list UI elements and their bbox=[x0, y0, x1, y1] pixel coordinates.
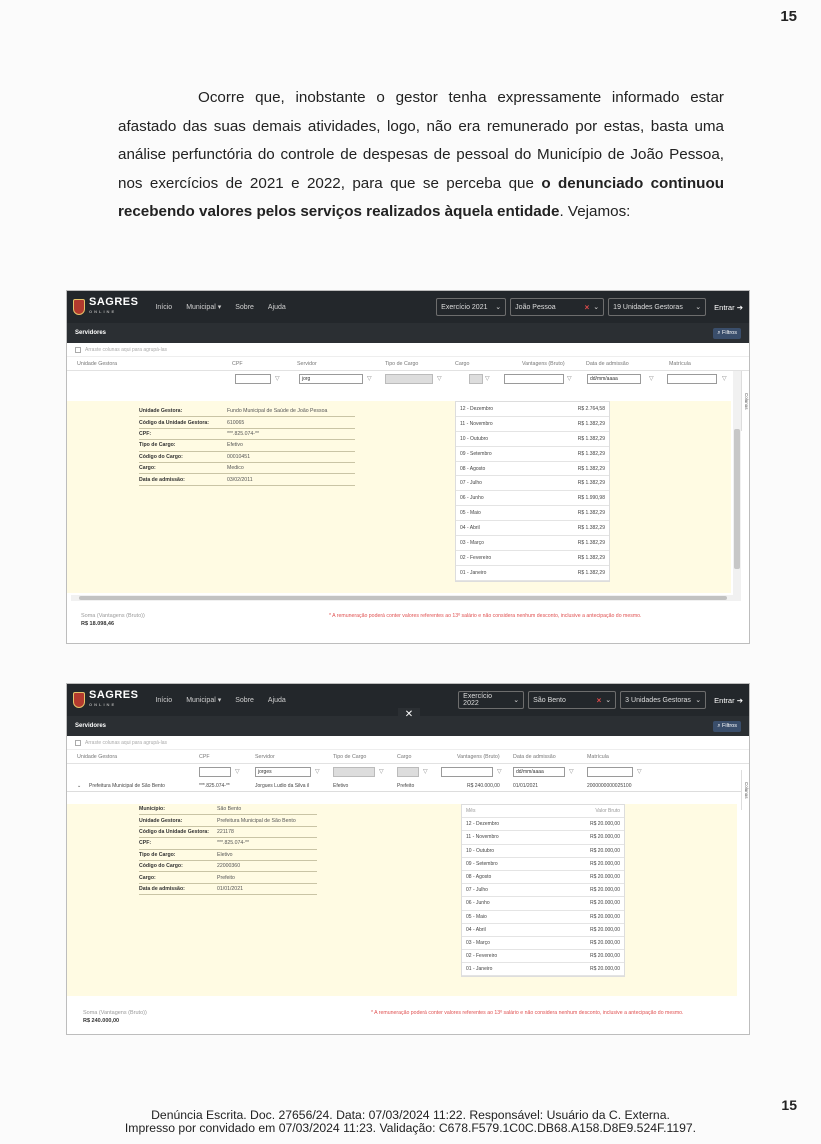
detail-key: Unidade Gestora: bbox=[139, 408, 183, 415]
month-row bbox=[456, 521, 609, 536]
month-row bbox=[462, 831, 624, 844]
row-cargo: Prefeito bbox=[397, 783, 415, 789]
filter-row bbox=[67, 371, 749, 387]
top-navbar bbox=[67, 291, 749, 323]
month-label: 04 - Abril bbox=[466, 926, 486, 933]
cpf-filter-input[interactable] bbox=[235, 374, 271, 384]
detail-value: ***.825.074-** bbox=[217, 840, 250, 847]
month-row bbox=[456, 462, 609, 477]
month-label: 06 - Junho bbox=[466, 900, 490, 907]
colunas-tab[interactable]: Colunas bbox=[741, 770, 749, 810]
vertical-scrollbar[interactable] bbox=[733, 371, 741, 601]
detail-row bbox=[139, 452, 355, 463]
detail-key: Data de admissão: bbox=[139, 885, 185, 892]
footer-line-1: Denúncia Escrita. Doc. 27656/24. Data: 07/03/2024 11:22. Responsável: Usuário da C. Externa. bbox=[151, 1108, 670, 1122]
filtros-button[interactable]: ⌕ Filtros bbox=[713, 721, 741, 732]
logo-subtext: ONLINE bbox=[89, 702, 117, 707]
detail-value: Prefeitura Municipal de São Bento bbox=[217, 817, 296, 824]
month-value: R$ 1.382,29 bbox=[577, 525, 605, 532]
filter-icon[interactable]: ▽ bbox=[649, 376, 654, 382]
col-vantagens[interactable]: Vantagens (Bruto) bbox=[522, 361, 565, 367]
nav-ajuda[interactable]: Ajuda bbox=[267, 696, 286, 704]
month-label: 11 - Novembro bbox=[460, 420, 493, 427]
month-label: 01 - Janeiro bbox=[466, 966, 493, 973]
month-value: R$ 20.000,00 bbox=[589, 874, 620, 881]
group-hint: Arraste colunas aqui para agrupá-las bbox=[85, 739, 167, 746]
detail-key: Cargo: bbox=[139, 874, 156, 881]
col-cargo[interactable]: Cargo bbox=[455, 361, 470, 367]
detail-key: CPF: bbox=[139, 840, 152, 847]
detail-row bbox=[139, 827, 317, 838]
filtros-label: Filtros bbox=[722, 329, 737, 336]
detail-row bbox=[139, 440, 355, 451]
tipo-cargo-filter[interactable] bbox=[333, 767, 375, 777]
municipio-value: João Pessoa bbox=[515, 303, 556, 311]
login-icon: ➔ bbox=[736, 695, 743, 705]
detail-row bbox=[139, 861, 317, 872]
detail-row bbox=[139, 872, 317, 883]
month-value: R$ 1.382,29 bbox=[577, 480, 605, 487]
paragraph-bold-text: o denunciado continuou recebendo valores pelos serviços realizados àquela entidade bbox=[118, 174, 725, 220]
col-unidade-gestora[interactable]: Unidade Gestora bbox=[77, 361, 118, 367]
filter-icon[interactable]: ▽ bbox=[722, 376, 727, 382]
logo-text: SAGRES bbox=[89, 296, 139, 308]
detail-panel bbox=[67, 401, 731, 593]
col-matricula[interactable]: Matrícula bbox=[587, 754, 609, 760]
detail-key: CPF: bbox=[139, 430, 152, 437]
group-panel[interactable] bbox=[67, 343, 749, 357]
month-label: 05 - Maio bbox=[466, 913, 487, 920]
cpf-filter-input[interactable] bbox=[199, 767, 231, 777]
expand-icon[interactable]: ⌄ bbox=[77, 783, 82, 789]
col-vantagens[interactable]: Vantagens (Bruto) bbox=[457, 754, 500, 760]
entrar-label: Entrar bbox=[714, 302, 735, 312]
col-matricula[interactable]: Matrícula bbox=[669, 361, 691, 367]
filter-icon[interactable]: ▽ bbox=[567, 376, 572, 382]
month-row bbox=[456, 506, 609, 521]
detail-row bbox=[139, 474, 355, 485]
detail-row bbox=[139, 429, 355, 440]
municipio-value: São Bento bbox=[533, 696, 566, 704]
section-title: Servidores bbox=[75, 723, 107, 729]
shield-icon bbox=[73, 299, 85, 315]
month-label: 03 - Março bbox=[460, 539, 484, 546]
month-label: 02 - Fevereiro bbox=[460, 554, 492, 561]
month-label: 03 - Março bbox=[466, 939, 490, 946]
group-icon bbox=[75, 347, 81, 353]
page-number-bottom: 15 bbox=[781, 1097, 797, 1113]
detail-value: 610065 bbox=[227, 419, 245, 426]
detail-key: Código da Unidade Gestora: bbox=[139, 419, 210, 426]
detail-row bbox=[139, 417, 355, 428]
month-row bbox=[462, 871, 624, 884]
row-unidade: Prefeitura Municipal de São Bento bbox=[89, 783, 165, 789]
scroll-thumb[interactable] bbox=[79, 596, 727, 600]
month-value: R$ 1.382,29 bbox=[577, 465, 605, 472]
tipo-cargo-filter[interactable] bbox=[385, 374, 433, 384]
detail-key: Tipo de Cargo: bbox=[139, 442, 176, 449]
month-row bbox=[462, 950, 624, 963]
colunas-tab[interactable]: Colunas bbox=[741, 371, 749, 431]
cargo-filter[interactable] bbox=[469, 374, 483, 384]
unidades-value: 3 Unidades Gestoras bbox=[625, 696, 691, 704]
month-label: 04 - Abril bbox=[460, 525, 480, 532]
exercicio-select[interactable] bbox=[458, 691, 524, 709]
detail-table bbox=[139, 804, 317, 895]
month-row bbox=[456, 417, 609, 432]
filter-icon[interactable]: ▽ bbox=[275, 376, 280, 382]
chevron-down-icon: ⌄ bbox=[695, 697, 702, 704]
month-value: R$ 20.000,00 bbox=[589, 900, 620, 907]
entrar-label: Entrar bbox=[714, 695, 735, 705]
month-value: R$ 2.764,58 bbox=[577, 405, 605, 412]
month-value: R$ 20.000,00 bbox=[589, 939, 620, 946]
chevron-down-icon: ⌄ bbox=[593, 304, 600, 311]
detail-row bbox=[139, 884, 317, 895]
logo-subtext: ONLINE bbox=[89, 309, 117, 314]
sum-label-text: Soma (Vantagens (Bruto)) bbox=[81, 613, 145, 619]
body-text bbox=[118, 84, 724, 227]
horizontal-scrollbar[interactable] bbox=[71, 595, 737, 601]
month-value: R$ 1.382,29 bbox=[577, 450, 605, 457]
month-value: R$ 1.990,98 bbox=[577, 495, 605, 502]
group-panel[interactable] bbox=[67, 736, 749, 750]
month-value: R$ 20.000,00 bbox=[589, 926, 620, 933]
clear-icon[interactable]: × bbox=[584, 302, 590, 312]
month-value: R$ 1.382,29 bbox=[577, 554, 605, 561]
row-cpf: ***.825.074-** bbox=[199, 783, 230, 789]
detail-value: 00010451 bbox=[227, 453, 251, 460]
filtros-label: Filtros bbox=[722, 722, 737, 729]
month-row bbox=[456, 447, 609, 462]
months-header bbox=[462, 805, 624, 818]
month-row bbox=[462, 963, 624, 976]
scroll-thumb[interactable] bbox=[734, 429, 740, 569]
filter-icon[interactable]: ▽ bbox=[485, 376, 490, 382]
month-row bbox=[462, 937, 624, 950]
detail-key: Data de admissão: bbox=[139, 476, 185, 483]
month-value: R$ 1.382,29 bbox=[577, 420, 605, 427]
detail-row bbox=[139, 815, 317, 826]
row-tipo: Efetivo bbox=[333, 783, 349, 789]
close-icon[interactable]: ✕ bbox=[398, 708, 420, 722]
detail-row bbox=[139, 838, 317, 849]
month-row bbox=[462, 897, 624, 910]
col-data-admissao[interactable]: Data de admissão bbox=[513, 754, 556, 760]
col-cpf[interactable]: CPF bbox=[232, 361, 243, 367]
month-label: 05 - Maio bbox=[460, 510, 481, 517]
remuneracao-note: * A remuneração poderá conter valores referentes ao 13º salário e não considera nenhum desconto, inclusive a antecipação do mesmo. bbox=[371, 1010, 684, 1016]
month-label: 06 - Junho bbox=[460, 495, 484, 502]
month-row bbox=[462, 911, 624, 924]
filter-icon[interactable]: ▽ bbox=[569, 769, 574, 775]
detail-key: Código do Cargo: bbox=[139, 863, 183, 870]
nav-sobre[interactable]: Sobre bbox=[235, 303, 254, 311]
group-icon bbox=[75, 740, 81, 746]
detail-row bbox=[139, 850, 317, 861]
section-title: Servidores bbox=[75, 330, 107, 336]
detail-table bbox=[139, 406, 355, 486]
sum-value: R$ 18.098,46 bbox=[81, 621, 115, 627]
row-vantagens: R$ 240.000,00 bbox=[467, 783, 500, 789]
col-data-admissao[interactable]: Data de admissão bbox=[586, 361, 629, 367]
filter-icon[interactable]: ▽ bbox=[497, 769, 502, 775]
chevron-down-icon: ⌄ bbox=[695, 304, 702, 311]
row-servidor: Jorgues Ludio da Silva il bbox=[255, 783, 310, 789]
nav-ajuda[interactable]: Ajuda bbox=[267, 303, 286, 311]
section-header bbox=[67, 323, 749, 343]
servidor-filter-input[interactable]: jorges bbox=[255, 767, 311, 777]
footer-line-2: Impresso por convidado em 07/03/2024 11:23. Validação: C678.F579.1C0C.DB68.A158.D8E9.524F.1197. bbox=[124, 1121, 697, 1135]
filter-icon[interactable]: ▽ bbox=[235, 769, 240, 775]
detail-key: Tipo de Cargo: bbox=[139, 851, 176, 858]
col-cargo[interactable]: Cargo bbox=[397, 754, 412, 760]
login-icon: ➔ bbox=[736, 302, 743, 312]
detail-key: Município: bbox=[139, 806, 165, 813]
sagres-screenshot-2022 bbox=[66, 683, 750, 1035]
table-row[interactable] bbox=[67, 780, 749, 792]
municipio-select[interactable] bbox=[510, 298, 604, 316]
filter-row bbox=[67, 764, 749, 780]
month-value: R$ 20.000,00 bbox=[589, 821, 620, 828]
filter-icon[interactable]: ▽ bbox=[437, 376, 442, 382]
month-label: 07 - Julho bbox=[466, 887, 488, 894]
month-label: 08 - Agosto bbox=[466, 874, 492, 881]
vantagens-filter-input[interactable] bbox=[441, 767, 493, 777]
cargo-filter[interactable] bbox=[397, 767, 419, 777]
municipio-select[interactable] bbox=[528, 691, 616, 709]
remuneracao-note: * A remuneração poderá conter valores referentes ao 13º salário e não considera nenhum desconto, inclusive a antecipação do mesmo. bbox=[329, 613, 642, 619]
detail-row bbox=[139, 463, 355, 474]
entrar-button[interactable] bbox=[714, 696, 743, 705]
month-row bbox=[456, 551, 609, 566]
sum-label bbox=[81, 613, 145, 627]
nav-inicio[interactable]: Início bbox=[155, 696, 173, 704]
month-value: R$ 20.000,00 bbox=[589, 966, 620, 973]
column-headers bbox=[67, 357, 749, 371]
unidades-select[interactable] bbox=[620, 691, 706, 709]
nav-inicio[interactable]: Início bbox=[155, 303, 173, 311]
detail-value: 221178 bbox=[217, 828, 234, 835]
month-row bbox=[462, 884, 624, 897]
detail-value: ***.825.074-** bbox=[227, 430, 260, 437]
month-row bbox=[462, 924, 624, 937]
month-value: R$ 1.382,29 bbox=[577, 435, 605, 442]
detail-value: 03/02/2011 bbox=[227, 476, 253, 483]
exercicio-value: Exercício 2022 bbox=[463, 693, 492, 707]
month-row bbox=[456, 491, 609, 506]
row-matricula: 2000000000025100 bbox=[587, 783, 632, 789]
detail-row bbox=[139, 804, 317, 815]
detail-value: 22000360 bbox=[217, 863, 241, 870]
detail-key: Código da Unidade Gestora: bbox=[139, 828, 210, 835]
unidades-select[interactable] bbox=[608, 298, 706, 316]
month-row bbox=[462, 845, 624, 858]
sum-label bbox=[83, 1010, 147, 1024]
date-filter-input[interactable]: dd/mm/aaaa bbox=[587, 374, 641, 384]
month-row bbox=[456, 402, 609, 417]
detail-row bbox=[139, 406, 355, 417]
detail-key: Código do Cargo: bbox=[139, 453, 183, 460]
month-value: R$ 1.382,29 bbox=[577, 539, 605, 546]
detail-key: Unidade Gestora: bbox=[139, 817, 183, 824]
sum-label-text: Soma (Vantagens (Bruto)) bbox=[83, 1010, 147, 1016]
col-servidor[interactable]: Servidor bbox=[255, 754, 275, 760]
month-value: R$ 20.000,00 bbox=[589, 860, 620, 867]
chevron-down-icon: ⌄ bbox=[513, 697, 520, 704]
section-header bbox=[67, 709, 749, 736]
paragraph-normal-text: Ocorre que, inobstante o gestor tenha expressamente informado estar afastado das suas demais atividades, logo, não era remunerado por estas, basta uma análise perfunctória do controle de despesas de pessoal do Município de João Pessoa, nos exercícios de 2021 e 2022, para que se perceba que bbox=[118, 89, 724, 192]
detail-value: Prefeito bbox=[217, 874, 235, 881]
detail-value: Medico bbox=[227, 465, 244, 472]
month-label: 01 - Janeiro bbox=[460, 569, 487, 576]
value-header[interactable]: Valor Bruto bbox=[595, 808, 620, 815]
chevron-down-icon: ⌄ bbox=[605, 697, 612, 704]
month-label: 10 - Outubro bbox=[466, 847, 495, 854]
group-hint: Arraste colunas aqui para agrupá-las bbox=[85, 346, 167, 353]
filtros-button[interactable]: ⌕ Filtros bbox=[713, 328, 741, 339]
month-row bbox=[456, 476, 609, 491]
chevron-down-icon: ⌄ bbox=[495, 304, 502, 311]
sum-value: R$ 240.000,00 bbox=[83, 1018, 120, 1024]
paragraph bbox=[118, 84, 724, 227]
col-tipo-cargo[interactable]: Tipo de Cargo bbox=[333, 754, 367, 760]
nav-municipal[interactable]: Municipal ▾ bbox=[186, 304, 222, 311]
sagres-logo[interactable] bbox=[73, 297, 138, 317]
date-filter-input[interactable]: dd/mm/aaaa bbox=[513, 767, 565, 777]
col-servidor[interactable]: Servidor bbox=[297, 361, 317, 367]
shield-icon bbox=[73, 692, 85, 708]
month-label: 12 - Dezembro bbox=[460, 405, 494, 412]
month-value: R$ 20.000,00 bbox=[589, 913, 620, 920]
vantagens-filter-input[interactable] bbox=[504, 374, 564, 384]
month-label: 09 - Setembro bbox=[460, 450, 492, 457]
month-label: 07 - Julho bbox=[460, 480, 482, 487]
row-data: 01/01/2021 bbox=[513, 783, 539, 789]
month-row bbox=[456, 536, 609, 551]
detail-value: São Bento bbox=[217, 806, 242, 813]
filter-icon[interactable]: ▽ bbox=[367, 376, 372, 382]
unidades-value: 19 Unidades Gestoras bbox=[613, 303, 683, 311]
month-label: 11 - Novembro bbox=[466, 834, 499, 841]
logo-text: SAGRES bbox=[89, 689, 139, 701]
col-cpf[interactable]: CPF bbox=[199, 754, 210, 760]
column-headers bbox=[67, 750, 749, 764]
month-row bbox=[456, 566, 609, 581]
month-label: 09 - Setembro bbox=[466, 860, 498, 867]
matricula-filter-input[interactable] bbox=[667, 374, 717, 384]
detail-value: Efetivo bbox=[227, 442, 243, 449]
detail-panel bbox=[67, 804, 737, 996]
month-label: 10 - Outubro bbox=[460, 435, 489, 442]
month-row bbox=[456, 432, 609, 447]
detail-key: Cargo: bbox=[139, 465, 156, 472]
month-label: 02 - Fevereiro bbox=[466, 953, 498, 960]
month-label: 08 - Agosto bbox=[460, 465, 486, 472]
month-value: R$ 20.000,00 bbox=[589, 847, 620, 854]
month-label: 12 - Dezembro bbox=[466, 821, 500, 828]
col-unidade-gestora[interactable]: Unidade Gestora bbox=[77, 754, 118, 760]
month-value: R$ 20.000,00 bbox=[589, 953, 620, 960]
month-value: R$ 1.382,29 bbox=[577, 510, 605, 517]
sagres-screenshot-2021 bbox=[66, 290, 750, 644]
month-header[interactable]: Mês bbox=[466, 808, 476, 815]
month-value: R$ 1.382,29 bbox=[577, 569, 605, 576]
nav-sobre[interactable]: Sobre bbox=[235, 696, 254, 704]
filter-icon[interactable]: ▽ bbox=[315, 769, 320, 775]
page-number-top: 15 bbox=[780, 8, 797, 25]
entrar-button[interactable] bbox=[714, 303, 743, 312]
filter-icon[interactable]: ▽ bbox=[423, 769, 428, 775]
sagres-logo[interactable] bbox=[73, 690, 138, 710]
validation-footer bbox=[0, 1109, 821, 1135]
detail-value: Fundo Municipal de Saúde de João Pessoa bbox=[227, 408, 328, 415]
paragraph-end-text: . Vejamos: bbox=[559, 203, 631, 220]
months-table bbox=[461, 804, 625, 977]
months-table bbox=[455, 401, 610, 582]
exercicio-value: Exercício 2021 bbox=[441, 303, 488, 311]
detail-value: Eletivo bbox=[217, 851, 233, 858]
month-row bbox=[462, 818, 624, 831]
filter-icon[interactable]: ▽ bbox=[637, 769, 642, 775]
servidor-filter-input[interactable]: jorg bbox=[299, 374, 363, 384]
filter-icon[interactable]: ▽ bbox=[379, 769, 384, 775]
exercicio-select[interactable] bbox=[436, 298, 506, 316]
month-value: R$ 20.000,00 bbox=[589, 887, 620, 894]
clear-icon[interactable]: × bbox=[596, 695, 602, 705]
month-value: R$ 20.000,00 bbox=[589, 834, 620, 841]
detail-value: 01/01/2021 bbox=[217, 885, 243, 892]
col-tipo-cargo[interactable]: Tipo de Cargo bbox=[385, 361, 419, 367]
matricula-filter-input[interactable] bbox=[587, 767, 633, 777]
nav-municipal[interactable]: Municipal ▾ bbox=[186, 697, 222, 704]
month-row bbox=[462, 858, 624, 871]
